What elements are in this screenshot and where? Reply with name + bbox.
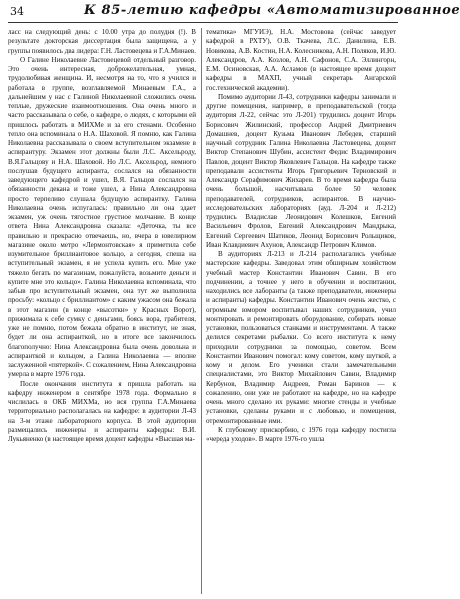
page-number: 34 [10,5,24,18]
column-divider [201,28,202,594]
paragraph: В аудиториях Л-213 и Л-214 располагались учебные мастерские кафедры. Заведовал этим обширным хозяйством учебный мастер Константин Иванович Савин. В его подчинении, а точнее у него в обучении и воспитании, находились все лаборанты (а также преподаватели, инженеры и аспиранты) кафедры. Константин Иванович очень жестко, с огромным юмором воспитывал наших сотрудников, учил монтировать и ремонтировать оборудование, собирать новые установки, пользоваться станками и инструментами. А также делился секретами рыбалки. Со всего института к нему приходили сотрудники за помощью, советом. Всем Константин Иванович помогал: кому советом, кому шуткой, а кому и делом. Его ученики стали замечательными специалистами, это Виктор Михайлович Савин, Владимир Кербунов, Владимир Андреев, Роман Баринов — к сожалению, они уже не работают на кафедре, но на кафедре очень много сделано их руками: многие стенды и учебные установки, сделаны руками и с любовью, и помещения, отремонтированные ими. [206,250,396,425]
page-header [0,0,460,24]
paragraph: тематика» МГУИЭ), Н.А. Мостовова (сейчас заведует кафедрой в РХТУ), О.В. Ткачева, Л.С. Данилина, Е.В. Новикова, А.В. Костин, Н.А. Колесникова, А.Н. Поляков, И.Ю. Александров, А.А. Козлов, А.Н. Сафонов, С.А. Эллингорн, Е.М. Осиновская, А.А. Асламов (в настоящее время доцент кафедры в МАХП, учный секретарь Ангарской гос.технической академии). [206,28,396,92]
left-column [8,28,196,594]
running-title: К 85-летию кафедры «Автоматизированное [84,3,460,18]
paragraph: ласс на следующий день: с 10.00 утра до полудня (!). В результате докторская диссертация была защищена, а у группы появилось два лидера: Г.Н. Ластовецева и Г.А.Минаев. [8,28,196,55]
paragraph: О Галине Николаевне Ластовецевой отдельный разговор. Это очень интересная, доброжелательная, умная, трудолюбивая женщина. И, несмотря на то, что я учился и работала в группе, возглавляемой Минаевым Г.А., а дальнейшим у нас с Галиной Николаевной сложились очень теплые, дружеские взаимоотношения. Она очень много и часто рассказывала о себе, о кафедре, о людях, с которыми ей пришлось работать в МИХМе и за его стенами. Особенно тепло она вспоминала о Н.А. Шаховой. Я помню, как Галина Николаевна рассказывала о своем вступительном экзамене в аспирантуру. Экзамен этот должны были Л.С. Аксельроду, В.Я.Гальцову и Н.А. Шаховой. Но Л.С. Аксельрод, немного послушав будущего аспиранта, сослался на обязанности заведующего кафедрой и ушел, В.Я. Гальцов сослался на обязанности декана и тоже ушел, а Нина Александровна просто терпеливо слушала будущую аспирантку. Галина Николаевна очень испугалась: правильно ли она здает экзамен, уж очень тягостное грустное молчание. В конце ответа Нина Александровна сказала: «Деточка, ты все правильно и прекрасно отвечаешь, но, вчера в ювелирном магазине около метро «Лермонтовская» я приметила себе изумительное бриллиантовое кольцо, а сегодня, спеша на вступительный экзамен, я не успела купить его. Мне уже тяжело бегать по магазинам, пожалуйста, возьмите деньги и купите мне это кольцо». Галина Николаевна вспоминала, что забыв про вступительный экзамен, она тут же выполнила просьбу: «кольцо с бриллиантом» с каким ужасом она бежала в этот магазин (в конце «высотки» у Красных Ворот), прижимала к себе сумку с деньгами, боясь вора, грабителя, уже не помню, потом бежала обратно в институт, не зная, будет ли она аспиранткой, но в итоге все закончилось благополучно: Нина Александровна была очень довольна и аспиранткой и кольцом, а Галина Николаевна — вполне заслуженной «пятеркой». С сожалением, Нина Александровна умерла в марте 1976 года. [8,55,196,379]
right-column [206,28,396,594]
paragraph: К глубокому прискорбию, с 1976 года кафедру постигла «череда уходов». В марте 1976-го ушла [206,425,396,443]
paragraph: Помимо аудитории Л-43, сотрудники кафедры занимали и другие помещения, например, в преподавательской (тогда аудитория Л-22, сейчас это Л-201) трудились доцент Игорь Борисович Жилинский, профессор Андрей Дмитриевич Домашнев, доцент Кузьма Иванович Лебедев, старший научный сотрудник Галина Николаевна Ластовецева, доцент Виктор Степанович Шубин, ассистент Федис Владимирович Павлов, доцент Виктор Яковлевич Гальцов. На кафедре также преподавали ассистенты Игорь Григорьевич Терновский и Александр Серафимович Жихарев. В то время кафедра была очень большой, насчитывала более 50 человек преподавателей, сотрудников, аспирантов. В научно-исследовательских лабораториях (ауд. Л-204 и Л-212) трудились Владислав Леонидович Колешков, Евгений Васильевич Фролов, Евгений Александрович Мандрыка, Евгений Сергеевич Шатиков, Леонид Борисович Рольщиков, Иван Клавдиевич Ахунов, Александр Петрович Климов. [206,92,396,249]
header-rule [8,22,398,23]
paragraph: После окончания института я пришла работать на кафедру инженером в сентябре 1978 года. Формально я числилась в ОКБ МИХМа, но вся группа Г.А.Минаева территориально располагалась на кафедре: в аудитории Л-43 на 3-м этаже лабораторного корпуса. В этой аудитории размещались инженеры и аспиранты кафедры: В.И. Лукьяненко (в настоящее время доцент кафедры «Высшая ма- [8,379,196,443]
